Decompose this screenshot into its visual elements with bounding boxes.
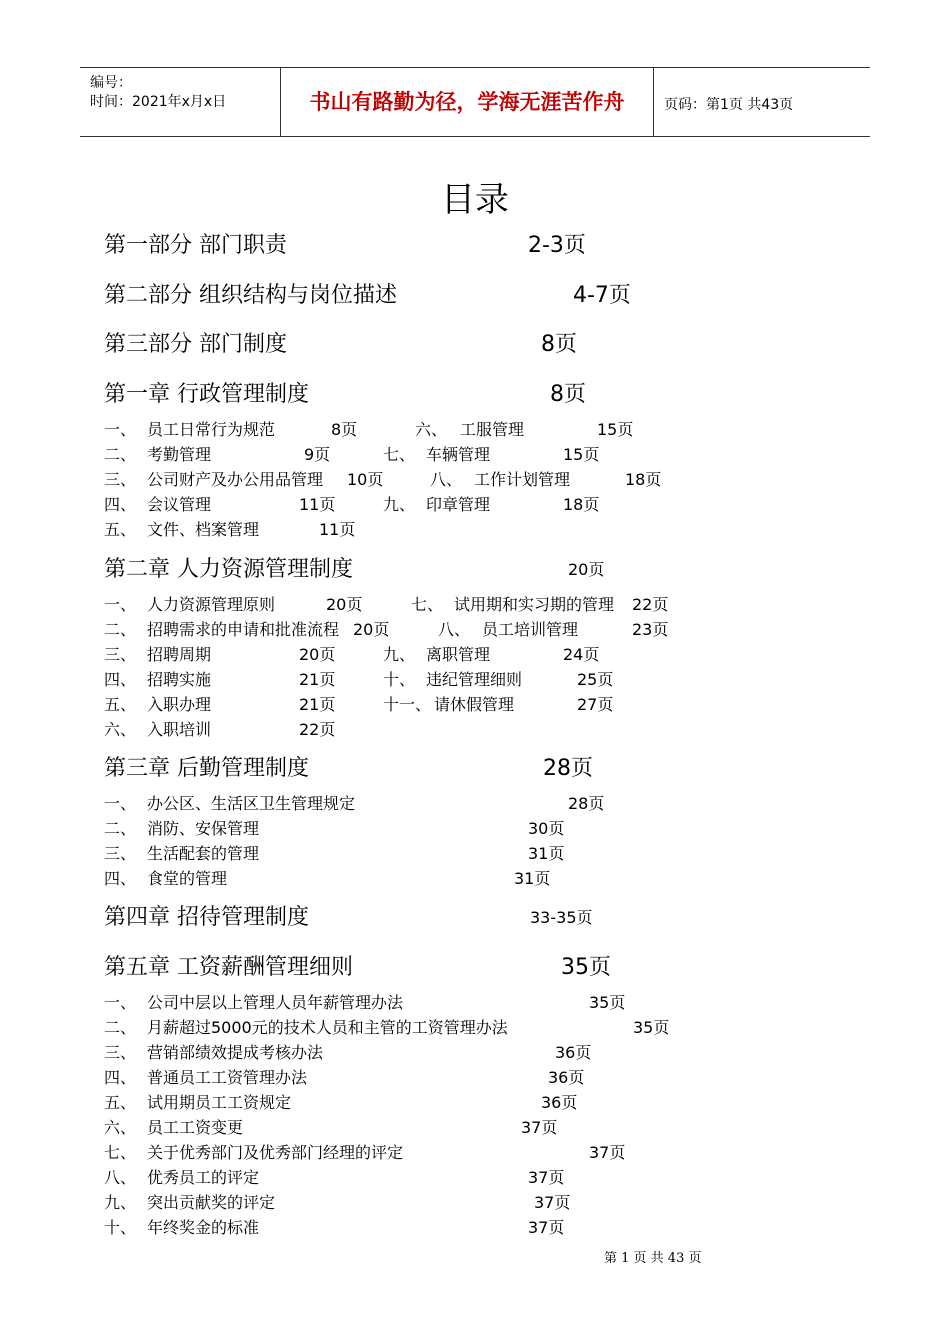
toc-item-number: 四、 — [104, 495, 137, 514]
toc-item-title: 试用期员工工资规定 — [147, 1093, 292, 1112]
header-page-cell — [654, 68, 870, 136]
toc-item-page: 28页 — [568, 794, 605, 813]
toc-item-title: 公司财产及办公用品管理 — [147, 470, 324, 489]
toc-chapter-page: 35页 — [561, 955, 611, 980]
toc-item-number: 一、 — [104, 420, 137, 439]
toc-item-page: 11页 — [299, 495, 336, 514]
toc-part-page: 4-7页 — [573, 283, 631, 308]
toc-chapter-page: 20页 — [568, 560, 605, 579]
toc-item-page: 37页 — [521, 1118, 558, 1137]
toc-part-title: 第一部分 部门职责 — [104, 233, 287, 258]
toc-chapter-page: 28页 — [543, 756, 593, 781]
toc-item-page: 22页 — [632, 595, 669, 614]
toc-item-number: 五、 — [104, 1093, 137, 1112]
toc-item-title: 车辆管理 — [426, 445, 491, 464]
toc-chapter-page: 8页 — [550, 382, 586, 407]
toc-item-title: 会议管理 — [147, 495, 212, 514]
toc-item-page: 35页 — [633, 1018, 670, 1037]
toc-chapter-title: 第四章 招待管理制度 — [104, 905, 309, 930]
header-motto-cell — [281, 68, 654, 136]
toc-item-title: 招聘实施 — [147, 670, 212, 689]
toc-item-number: 六、 — [104, 1118, 137, 1137]
toc-item-page: 21页 — [299, 695, 336, 714]
toc-item-title: 考勤管理 — [147, 445, 212, 464]
toc-item-page: 11页 — [319, 520, 356, 539]
toc-item-title: 年终奖金的标准 — [147, 1218, 260, 1237]
toc-item-page: 30页 — [528, 819, 565, 838]
toc-item-number: 十一、 — [383, 695, 432, 714]
toc-part-page: 8页 — [541, 332, 577, 357]
toc-part-title: 第二部分 组织结构与岗位描述 — [104, 283, 397, 308]
toc-item-page: 27页 — [577, 695, 614, 714]
toc-item-title: 员工工资变更 — [147, 1118, 244, 1137]
toc-item-number: 九、 — [383, 495, 416, 514]
toc-item-page: 37页 — [528, 1168, 565, 1187]
toc-item-page: 21页 — [299, 670, 336, 689]
toc-item-page: 25页 — [577, 670, 614, 689]
toc-item-title: 人力资源管理原则 — [147, 595, 276, 614]
toc-item-page: 15页 — [563, 445, 600, 464]
toc-item-number: 二、 — [104, 445, 137, 464]
toc-item-title: 员工日常行为规范 — [147, 420, 276, 439]
page-title: 目录 — [441, 180, 509, 220]
toc-item-title: 办公区、生活区卫生管理规定 — [147, 794, 356, 813]
toc-item-page: 20页 — [353, 620, 390, 639]
toc-item-page: 37页 — [534, 1193, 571, 1212]
toc-item-number: 七、 — [104, 1143, 137, 1162]
toc-item-title: 公司中层以上管理人员年薪管理办法 — [147, 993, 404, 1012]
toc-item-number: 十、 — [383, 670, 416, 689]
toc-item-page: 23页 — [632, 620, 669, 639]
toc-item-number: 三、 — [104, 470, 137, 489]
header-page-label: 页码：第1页 共43页 — [664, 97, 794, 113]
toc-item-page: 31页 — [514, 869, 551, 888]
toc-item-title: 招聘周期 — [147, 645, 212, 664]
toc-item-number: 三、 — [104, 844, 137, 863]
toc-part-title: 第三部分 部门制度 — [104, 332, 287, 357]
toc-item-page: 24页 — [563, 645, 600, 664]
toc-item-title: 印章管理 — [426, 495, 491, 514]
toc-item-number: 六、 — [415, 420, 448, 439]
toc-chapter-page: 33-35页 — [530, 908, 593, 927]
toc-item-page: 10页 — [347, 470, 384, 489]
toc-item-number: 四、 — [104, 869, 137, 888]
toc-item-title: 突出贡献奖的评定 — [147, 1193, 276, 1212]
toc-item-number: 二、 — [104, 1018, 137, 1037]
toc-item-title: 员工培训管理 — [482, 620, 579, 639]
toc-item-page: 22页 — [299, 720, 336, 739]
toc-item-number: 九、 — [383, 645, 416, 664]
toc-item-title: 优秀员工的评定 — [147, 1168, 260, 1187]
toc-part-page: 2-3页 — [528, 233, 586, 258]
page-footer: 第 1 页 共 43 页 — [604, 1251, 702, 1266]
toc-item-number: 八、 — [438, 620, 471, 639]
toc-item-number: 二、 — [104, 819, 137, 838]
header-info-cell — [80, 68, 281, 136]
toc-item-page: 35页 — [589, 993, 626, 1012]
toc-item-title: 离职管理 — [426, 645, 491, 664]
toc-item-number: 三、 — [104, 1043, 137, 1062]
toc-item-page: 18页 — [563, 495, 600, 514]
toc-item-title: 入职培训 — [147, 720, 212, 739]
toc-item-page: 31页 — [528, 844, 565, 863]
toc-item-title: 文件、档案管理 — [147, 520, 260, 539]
toc-item-title: 请休假管理 — [434, 695, 515, 714]
toc-item-number: 七、 — [383, 445, 416, 464]
toc-item-number: 九、 — [104, 1193, 137, 1212]
toc-chapter-title: 第一章 行政管理制度 — [104, 382, 309, 407]
toc-item-title: 招聘需求的申请和批准流程 — [147, 620, 340, 639]
document-header — [80, 67, 870, 137]
toc-item-page: 37页 — [589, 1143, 626, 1162]
toc-item-number: 二、 — [104, 620, 137, 639]
toc-item-number: 一、 — [104, 993, 137, 1012]
toc-item-page: 37页 — [528, 1218, 565, 1237]
toc-item-number: 一、 — [104, 595, 137, 614]
toc-item-title: 入职办理 — [147, 695, 212, 714]
toc-item-title: 消防、安保管理 — [147, 819, 260, 838]
toc-chapter-title: 第五章 工资薪酬管理细则 — [104, 955, 353, 980]
toc-item-number: 三、 — [104, 645, 137, 664]
toc-item-title: 月薪超过5000元的技术人员和主管的工资管理办法 — [147, 1018, 508, 1037]
toc-item-number: 一、 — [104, 794, 137, 813]
header-motto: 书山有路勤为径，学海无涯苦作舟 — [309, 89, 625, 114]
toc-item-title: 工作计划管理 — [474, 470, 571, 489]
toc-item-title: 关于优秀部门及优秀部门经理的评定 — [147, 1143, 404, 1162]
toc-item-number: 五、 — [104, 520, 137, 539]
toc-item-number: 六、 — [104, 720, 137, 739]
toc-item-page: 20页 — [299, 645, 336, 664]
toc-item-title: 工服管理 — [460, 420, 525, 439]
toc-item-page: 8页 — [331, 420, 358, 439]
toc-item-page: 36页 — [555, 1043, 592, 1062]
toc-item-number: 十、 — [104, 1218, 137, 1237]
toc-item-page: 36页 — [548, 1068, 585, 1087]
document-time-label: 时间：2021年x月x日 — [90, 94, 227, 110]
toc-item-title: 食堂的管理 — [147, 869, 228, 888]
toc-item-number: 八、 — [430, 470, 463, 489]
toc-item-title: 违纪管理细则 — [426, 670, 523, 689]
toc-item-page: 20页 — [326, 595, 363, 614]
toc-item-page: 9页 — [304, 445, 331, 464]
toc-item-title: 普通员工工资管理办法 — [147, 1068, 308, 1087]
toc-item-number: 四、 — [104, 670, 137, 689]
toc-item-number: 八、 — [104, 1168, 137, 1187]
toc-item-title: 营销部绩效提成考核办法 — [147, 1043, 324, 1062]
toc-item-page: 18页 — [625, 470, 662, 489]
toc-item-page: 36页 — [541, 1093, 578, 1112]
toc-chapter-title: 第二章 人力资源管理制度 — [104, 557, 353, 582]
document-number-label: 编号： — [90, 75, 132, 91]
toc-item-number: 七、 — [411, 595, 444, 614]
toc-chapter-title: 第三章 后勤管理制度 — [104, 756, 309, 781]
toc-item-title: 试用期和实习期的管理 — [454, 595, 615, 614]
toc-item-title: 生活配套的管理 — [147, 844, 260, 863]
toc-item-number: 四、 — [104, 1068, 137, 1087]
toc-item-page: 15页 — [597, 420, 634, 439]
toc-item-number: 五、 — [104, 695, 137, 714]
